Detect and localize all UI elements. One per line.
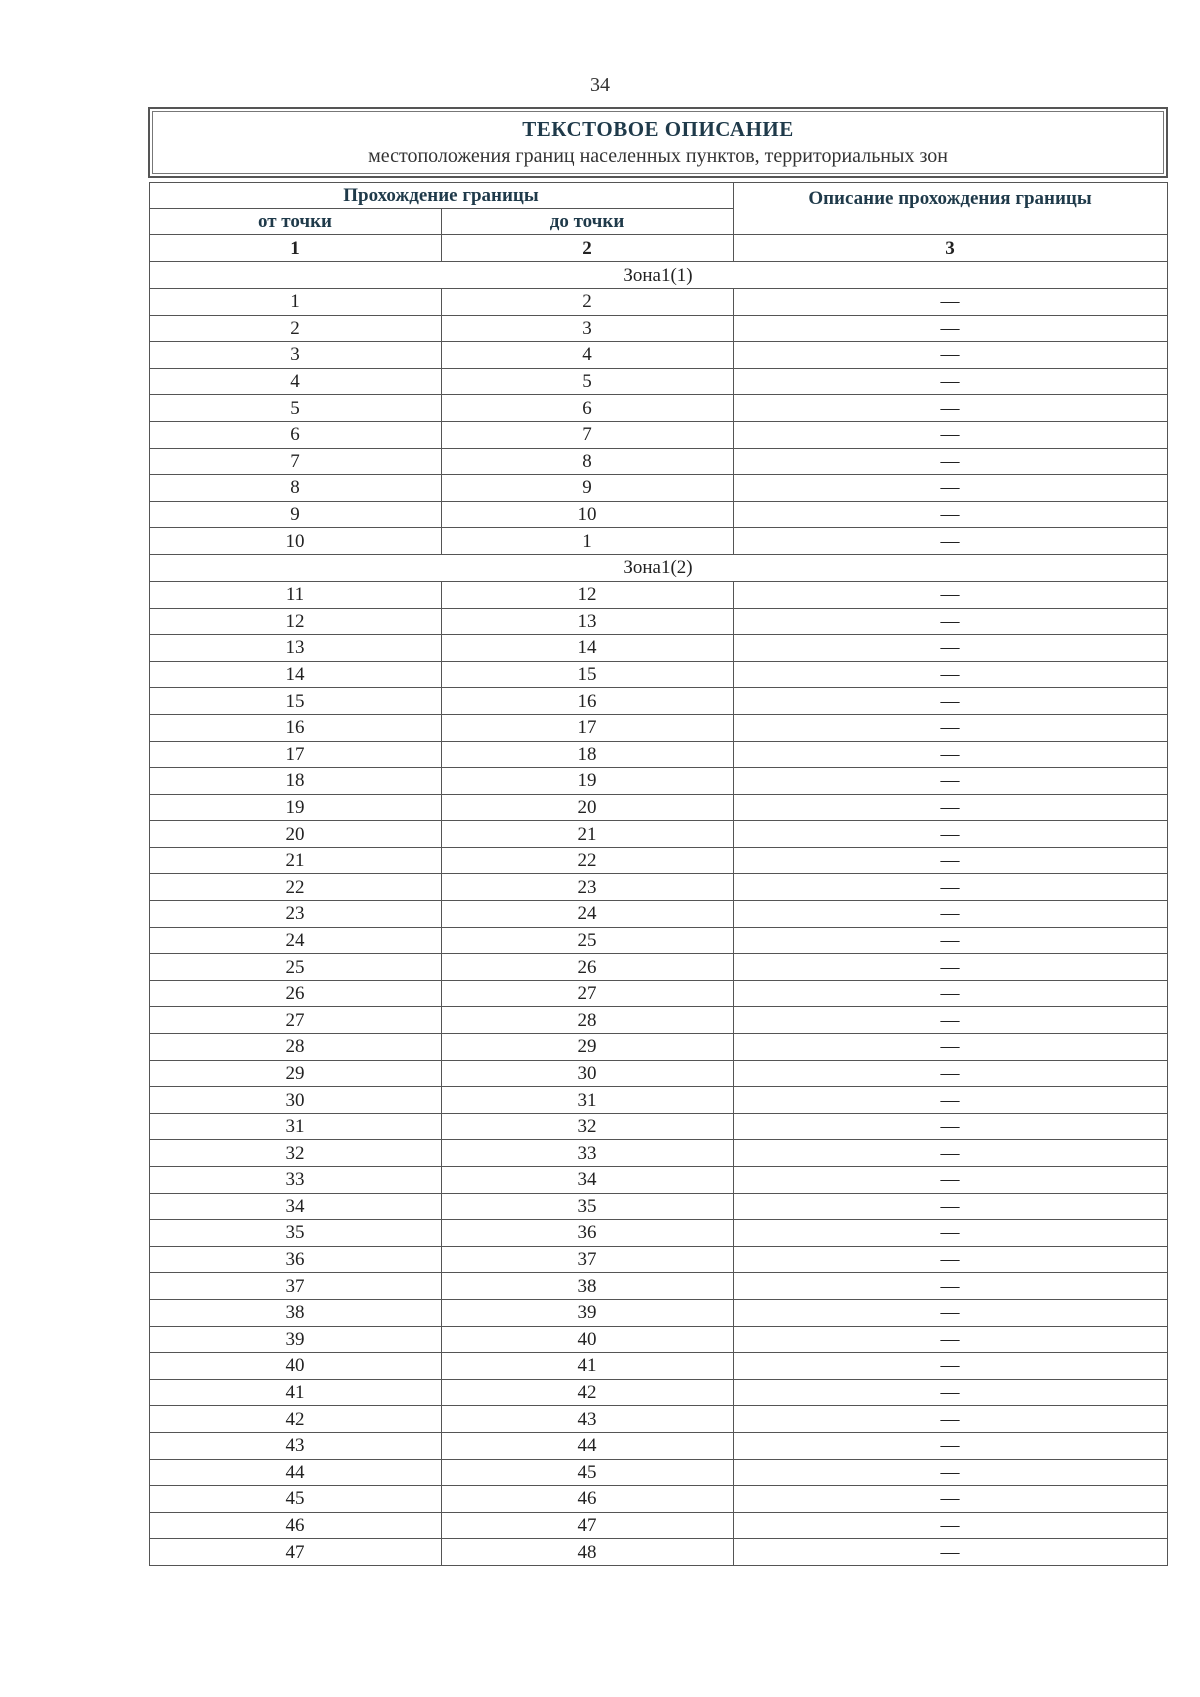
from-point-cell: 42 [149, 1406, 441, 1433]
description-cell: — [733, 1459, 1167, 1486]
table-row [149, 1353, 1167, 1380]
from-point-cell: 33 [149, 1167, 441, 1194]
to-point-cell: 17 [441, 714, 733, 741]
from-point-cell: 32 [149, 1140, 441, 1167]
to-point-cell: 39 [441, 1299, 733, 1326]
to-point-cell: 37 [441, 1246, 733, 1273]
to-point-cell: 44 [441, 1432, 733, 1459]
description-cell: — [733, 368, 1167, 395]
from-point-cell: 40 [149, 1353, 441, 1380]
document-subtitle: местоположения границ населенных пунктов, территориальных зон [368, 145, 948, 167]
table-row [149, 768, 1167, 795]
to-point-cell: 9 [441, 475, 733, 502]
description-cell: — [733, 1406, 1167, 1433]
to-point-cell: 7 [441, 421, 733, 448]
description-cell: — [733, 315, 1167, 342]
description-cell: — [733, 1246, 1167, 1273]
title-row [149, 108, 1167, 177]
table-row [149, 1034, 1167, 1061]
description-cell: — [733, 1193, 1167, 1220]
from-point-cell: 45 [149, 1486, 441, 1513]
to-point-cell: 35 [441, 1193, 733, 1220]
zone-name: Зона1(1) [149, 262, 1167, 289]
from-point-cell: 5 [149, 395, 441, 422]
table-row [149, 395, 1167, 422]
description-cell: — [733, 1539, 1167, 1566]
description-cell: — [733, 342, 1167, 369]
from-point-cell: 36 [149, 1246, 441, 1273]
header-row-1 [149, 183, 1167, 209]
description-cell: — [733, 688, 1167, 715]
to-point-cell: 33 [441, 1140, 733, 1167]
table-row [149, 289, 1167, 316]
table-row [149, 980, 1167, 1007]
description-cell: — [733, 448, 1167, 475]
table-row [149, 927, 1167, 954]
to-point-cell: 13 [441, 608, 733, 635]
table-row [149, 501, 1167, 528]
table-row [149, 1299, 1167, 1326]
description-cell: — [733, 1140, 1167, 1167]
from-point-cell: 15 [149, 688, 441, 715]
to-point-cell: 25 [441, 927, 733, 954]
description-cell: — [733, 501, 1167, 528]
description-cell: — [733, 1326, 1167, 1353]
from-point-cell: 18 [149, 768, 441, 795]
from-point-cell: 17 [149, 741, 441, 768]
to-point-cell: 30 [441, 1060, 733, 1087]
column-number-2: 2 [441, 235, 733, 262]
table-row [149, 1512, 1167, 1539]
table-row [149, 1140, 1167, 1167]
table-row [149, 1167, 1167, 1194]
table-row [149, 1113, 1167, 1140]
from-point-cell: 22 [149, 874, 441, 901]
from-point-cell: 30 [149, 1087, 441, 1114]
from-point-cell: 7 [149, 448, 441, 475]
description-cell: — [733, 874, 1167, 901]
description-cell: — [733, 1113, 1167, 1140]
to-point-cell: 28 [441, 1007, 733, 1034]
description-cell: — [733, 847, 1167, 874]
table-row [149, 368, 1167, 395]
description-cell: — [733, 1167, 1167, 1194]
to-point-cell: 32 [441, 1113, 733, 1140]
to-point-cell: 15 [441, 661, 733, 688]
to-point-cell: 29 [441, 1034, 733, 1061]
column-number-1: 1 [149, 235, 441, 262]
from-point-cell: 29 [149, 1060, 441, 1087]
description-cell: — [733, 1273, 1167, 1300]
description-cell: — [733, 608, 1167, 635]
table-row [149, 1060, 1167, 1087]
to-point-cell: 2 [441, 289, 733, 316]
to-point-cell: 34 [441, 1167, 733, 1194]
description-cell: — [733, 421, 1167, 448]
description-cell: — [733, 528, 1167, 555]
description-cell: — [733, 741, 1167, 768]
table-row [149, 475, 1167, 502]
to-point-cell: 38 [441, 1273, 733, 1300]
to-point-cell: 24 [441, 901, 733, 928]
table-row [149, 821, 1167, 848]
table-row [149, 1220, 1167, 1247]
to-point-cell: 16 [441, 688, 733, 715]
description-cell: — [733, 794, 1167, 821]
boundary-description-table [148, 107, 1168, 1566]
table-row [149, 448, 1167, 475]
to-point-cell: 21 [441, 821, 733, 848]
table-row [149, 661, 1167, 688]
description-cell: — [733, 581, 1167, 608]
from-point-cell: 23 [149, 901, 441, 928]
to-point-cell: 46 [441, 1486, 733, 1513]
description-cell: — [733, 1379, 1167, 1406]
to-point-cell: 48 [441, 1539, 733, 1566]
description-cell: — [733, 901, 1167, 928]
table-row [149, 342, 1167, 369]
description-cell: — [733, 475, 1167, 502]
to-point-cell: 26 [441, 954, 733, 981]
table-row [149, 581, 1167, 608]
from-point-cell: 28 [149, 1034, 441, 1061]
to-point-cell: 47 [441, 1512, 733, 1539]
to-point-cell: 31 [441, 1087, 733, 1114]
description-cell: — [733, 395, 1167, 422]
to-point-cell: 43 [441, 1406, 733, 1433]
to-point-cell: 41 [441, 1353, 733, 1380]
table-row [149, 1007, 1167, 1034]
from-point-cell: 21 [149, 847, 441, 874]
from-point-cell: 24 [149, 927, 441, 954]
header-passage: Прохождение границы [149, 183, 733, 209]
to-point-cell: 27 [441, 980, 733, 1007]
table-row [149, 528, 1167, 555]
from-point-cell: 8 [149, 475, 441, 502]
table-row [149, 1379, 1167, 1406]
description-cell: — [733, 1299, 1167, 1326]
from-point-cell: 11 [149, 581, 441, 608]
from-point-cell: 46 [149, 1512, 441, 1539]
from-point-cell: 9 [149, 501, 441, 528]
from-point-cell: 13 [149, 635, 441, 662]
description-cell: — [733, 1512, 1167, 1539]
from-point-cell: 39 [149, 1326, 441, 1353]
description-cell: — [733, 1432, 1167, 1459]
table-row [149, 1432, 1167, 1459]
description-cell: — [733, 954, 1167, 981]
table-row [149, 1406, 1167, 1433]
header-from-point: от точки [149, 209, 441, 235]
column-number-row [149, 235, 1167, 262]
to-point-cell: 5 [441, 368, 733, 395]
header-description: Описание прохождения границы [733, 183, 1167, 235]
to-point-cell: 12 [441, 581, 733, 608]
from-point-cell: 26 [149, 980, 441, 1007]
description-cell: — [733, 714, 1167, 741]
from-point-cell: 1 [149, 289, 441, 316]
description-cell: — [733, 1353, 1167, 1380]
table-row [149, 1273, 1167, 1300]
description-cell: — [733, 927, 1167, 954]
table-row [149, 1326, 1167, 1353]
description-cell: — [733, 821, 1167, 848]
table-row [149, 688, 1167, 715]
from-point-cell: 43 [149, 1432, 441, 1459]
from-point-cell: 10 [149, 528, 441, 555]
from-point-cell: 19 [149, 794, 441, 821]
from-point-cell: 34 [149, 1193, 441, 1220]
to-point-cell: 10 [441, 501, 733, 528]
to-point-cell: 1 [441, 528, 733, 555]
to-point-cell: 8 [441, 448, 733, 475]
to-point-cell: 19 [441, 768, 733, 795]
description-cell: — [733, 1060, 1167, 1087]
table-row [149, 1246, 1167, 1273]
from-point-cell: 16 [149, 714, 441, 741]
to-point-cell: 14 [441, 635, 733, 662]
to-point-cell: 3 [441, 315, 733, 342]
description-cell: — [733, 1034, 1167, 1061]
table-row [149, 1539, 1167, 1566]
from-point-cell: 4 [149, 368, 441, 395]
to-point-cell: 22 [441, 847, 733, 874]
to-point-cell: 6 [441, 395, 733, 422]
table-row [149, 874, 1167, 901]
from-point-cell: 35 [149, 1220, 441, 1247]
table-row [149, 1087, 1167, 1114]
document-title: ТЕКСТОВОЕ ОПИСАНИЕ [522, 117, 794, 141]
table-row [149, 1459, 1167, 1486]
from-point-cell: 44 [149, 1459, 441, 1486]
to-point-cell: 4 [441, 342, 733, 369]
table-row [149, 901, 1167, 928]
description-cell: — [733, 1087, 1167, 1114]
from-point-cell: 2 [149, 315, 441, 342]
description-cell: — [733, 1220, 1167, 1247]
to-point-cell: 45 [441, 1459, 733, 1486]
zone-row [149, 262, 1167, 289]
to-point-cell: 36 [441, 1220, 733, 1247]
from-point-cell: 38 [149, 1299, 441, 1326]
from-point-cell: 6 [149, 421, 441, 448]
to-point-cell: 40 [441, 1326, 733, 1353]
table-row [149, 1486, 1167, 1513]
to-point-cell: 42 [441, 1379, 733, 1406]
from-point-cell: 25 [149, 954, 441, 981]
table-row [149, 1193, 1167, 1220]
zone-name: Зона1(2) [149, 554, 1167, 581]
from-point-cell: 3 [149, 342, 441, 369]
description-cell: — [733, 289, 1167, 316]
from-point-cell: 14 [149, 661, 441, 688]
from-point-cell: 20 [149, 821, 441, 848]
table-row [149, 794, 1167, 821]
table-row [149, 847, 1167, 874]
description-cell: — [733, 661, 1167, 688]
from-point-cell: 41 [149, 1379, 441, 1406]
column-number-3: 3 [733, 235, 1167, 262]
table-row [149, 315, 1167, 342]
table-row [149, 954, 1167, 981]
description-cell: — [733, 635, 1167, 662]
from-point-cell: 47 [149, 1539, 441, 1566]
title-cell [149, 108, 1167, 177]
description-cell: — [733, 1486, 1167, 1513]
from-point-cell: 37 [149, 1273, 441, 1300]
from-point-cell: 12 [149, 608, 441, 635]
table-row [149, 608, 1167, 635]
from-point-cell: 27 [149, 1007, 441, 1034]
header-to-point: до точки [441, 209, 733, 235]
to-point-cell: 18 [441, 741, 733, 768]
table-row [149, 635, 1167, 662]
to-point-cell: 20 [441, 794, 733, 821]
table-row [149, 741, 1167, 768]
from-point-cell: 31 [149, 1113, 441, 1140]
description-cell: — [733, 980, 1167, 1007]
page-number: 34 [590, 74, 610, 96]
description-cell: — [733, 1007, 1167, 1034]
description-cell: — [733, 768, 1167, 795]
table-row [149, 421, 1167, 448]
zone-row [149, 554, 1167, 581]
to-point-cell: 23 [441, 874, 733, 901]
table-row [149, 714, 1167, 741]
